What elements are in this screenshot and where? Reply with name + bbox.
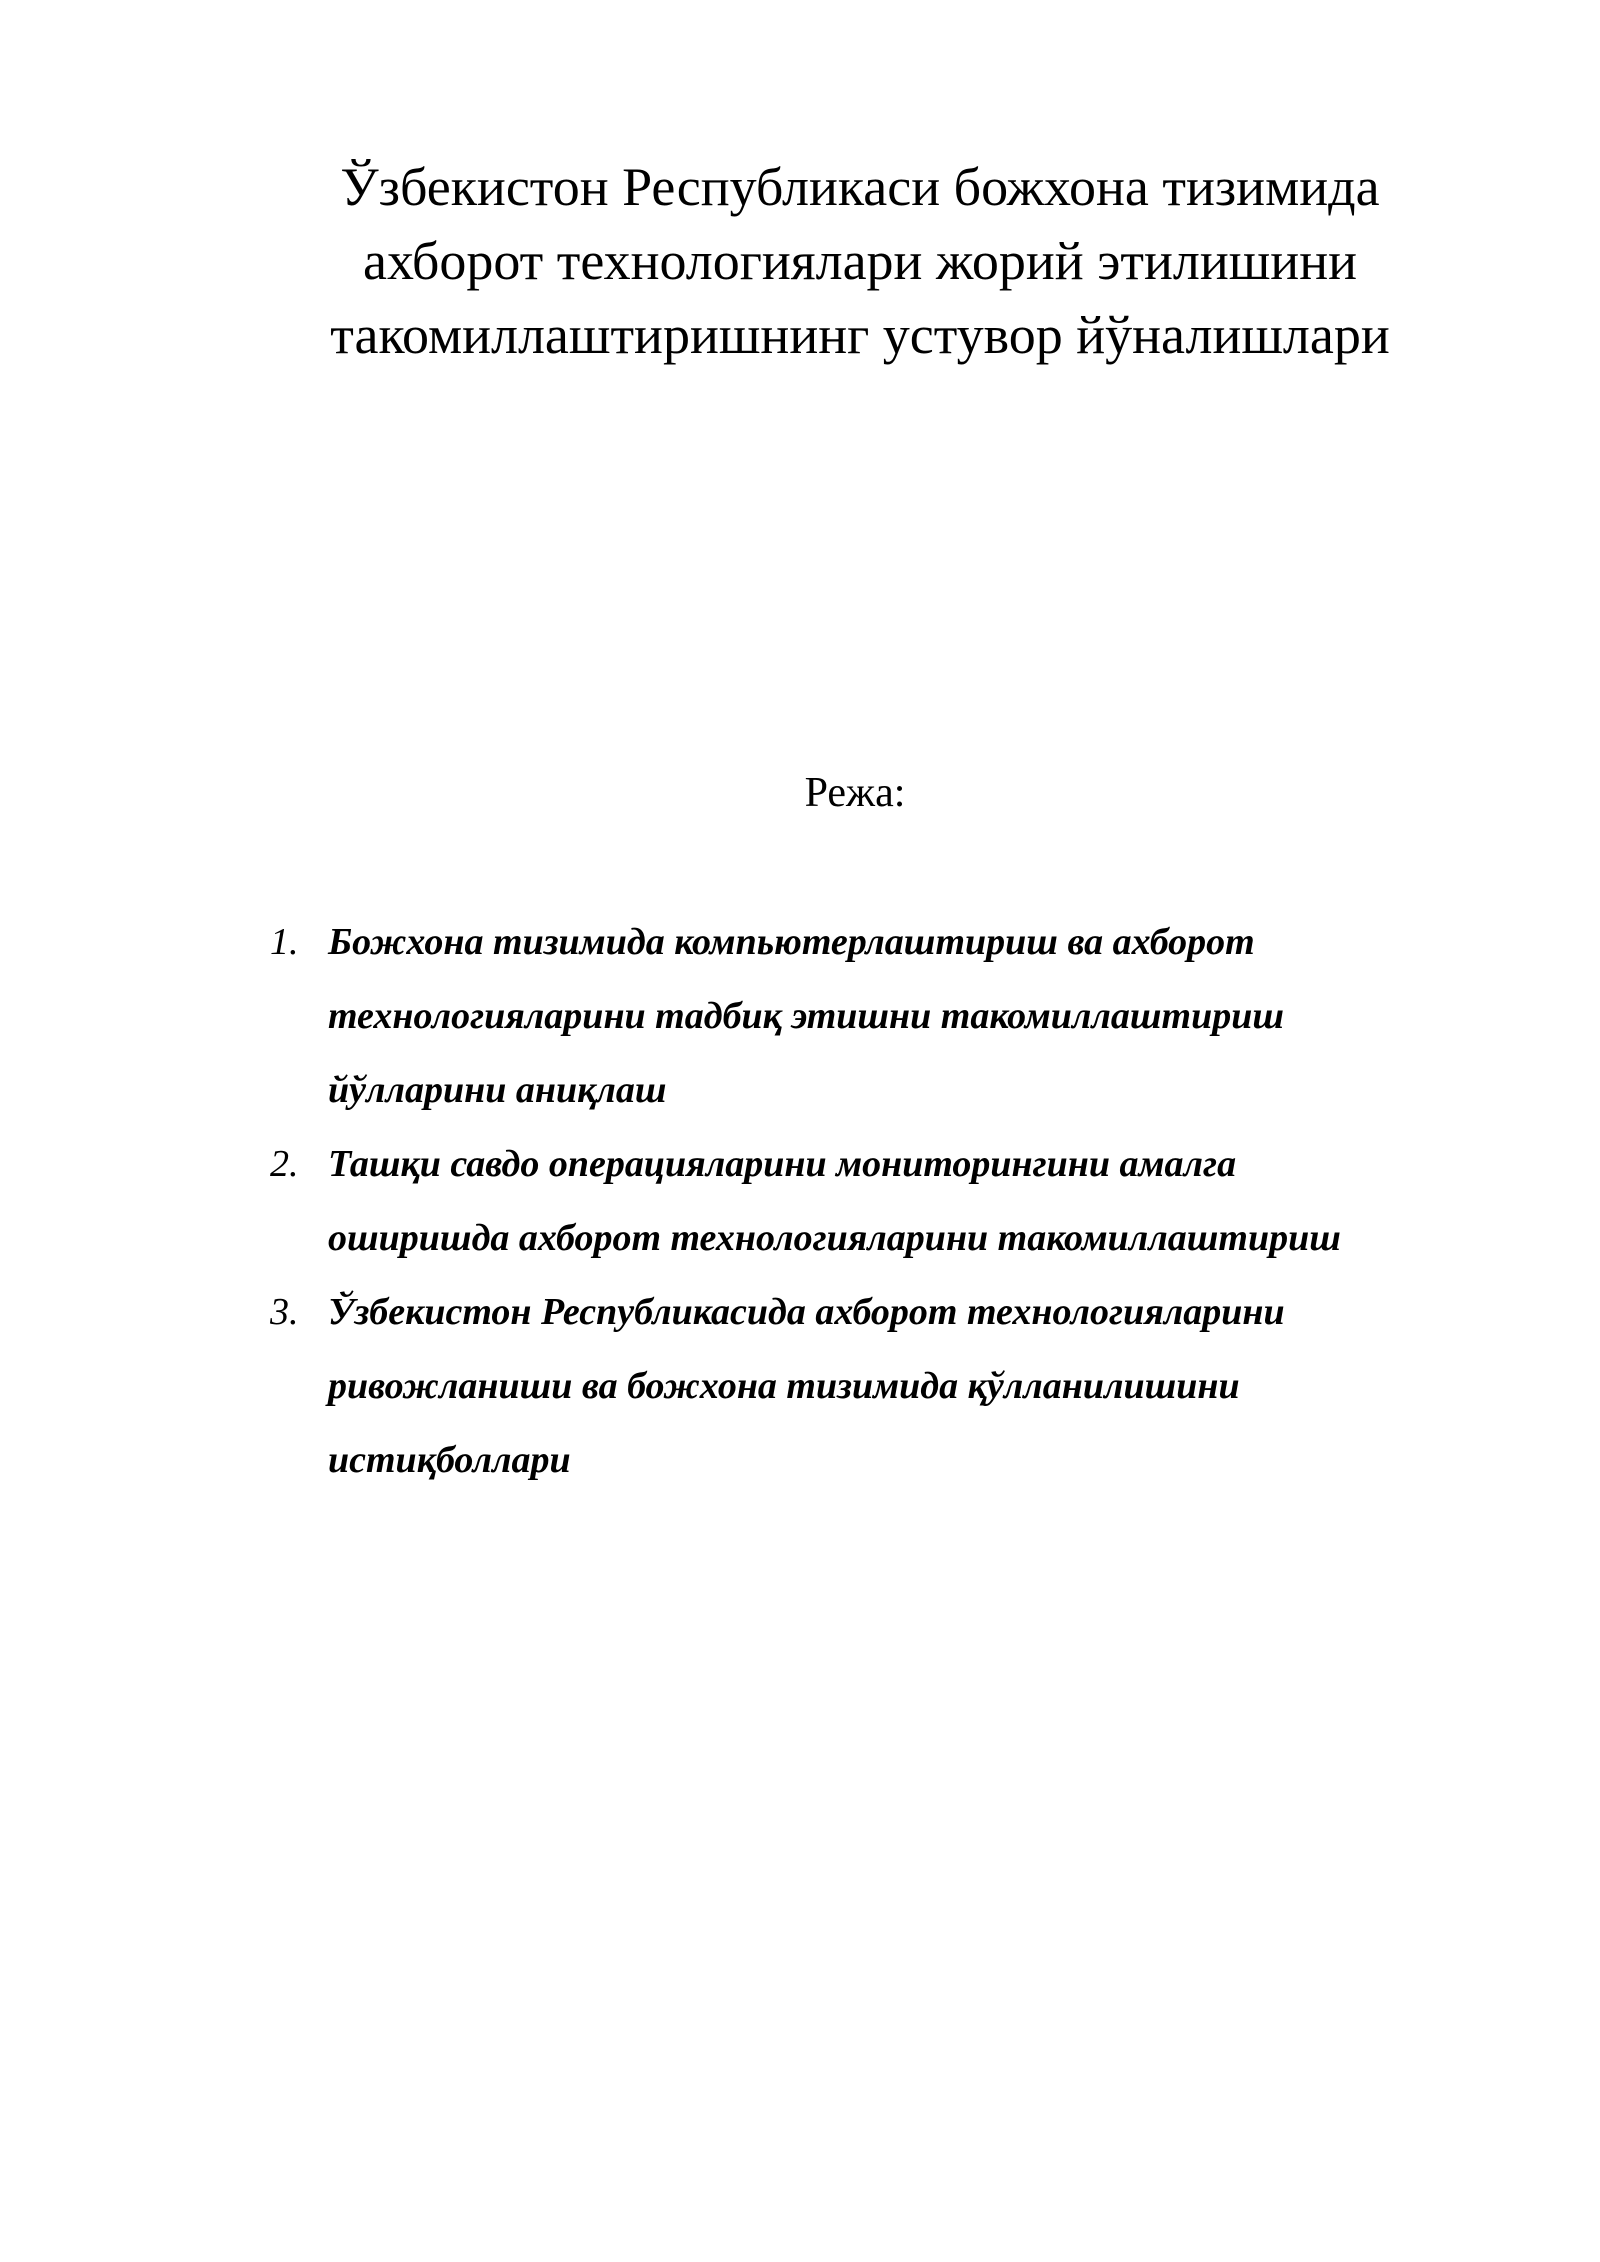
plan-item-text [328,1127,1470,1275]
plan-item-line: технологияларини тадбиқ этишни такомиллаштириш [328,995,1285,1037]
plan-list [270,905,1470,1497]
plan-heading: Режа: [804,770,906,816]
plan-item-line: Ўзбекистон Республикасида ахборот технологияларини [328,1291,1285,1333]
plan-item-line: йўлларини аниқлаш [328,1069,667,1111]
plan-item-number: 2. [270,1143,299,1185]
plan-item-line: оширишда ахборот технологияларини такомиллаштириш [328,1217,1341,1259]
document-title [270,150,1450,372]
title-line: Ўзбекистон Республикаси божхона тизимида [340,157,1380,217]
plan-item-number: 3. [270,1291,299,1333]
plan-item-line: Ташқи савдо операцияларини мониторингини амалга [328,1143,1237,1185]
plan-item-text [328,1275,1470,1497]
plan-item [270,905,1470,1127]
title-line: ахборот технологиялари жорий этилишини [362,231,1358,291]
title-line: такомиллаштиришнинг устувор йўналишлари [330,305,1390,365]
plan-item [270,1275,1470,1497]
plan-item-text [328,905,1470,1127]
plan-item [270,1127,1470,1275]
plan-item-line: Божхона тизимида компьютерлаштириш ва ахборот [328,921,1255,963]
plan-item-line: истиқболлари [328,1439,571,1481]
plan-item-line: ривожланиши ва божхона тизимида қўлланилишини [328,1365,1240,1407]
plan-item-number: 1. [270,921,299,963]
